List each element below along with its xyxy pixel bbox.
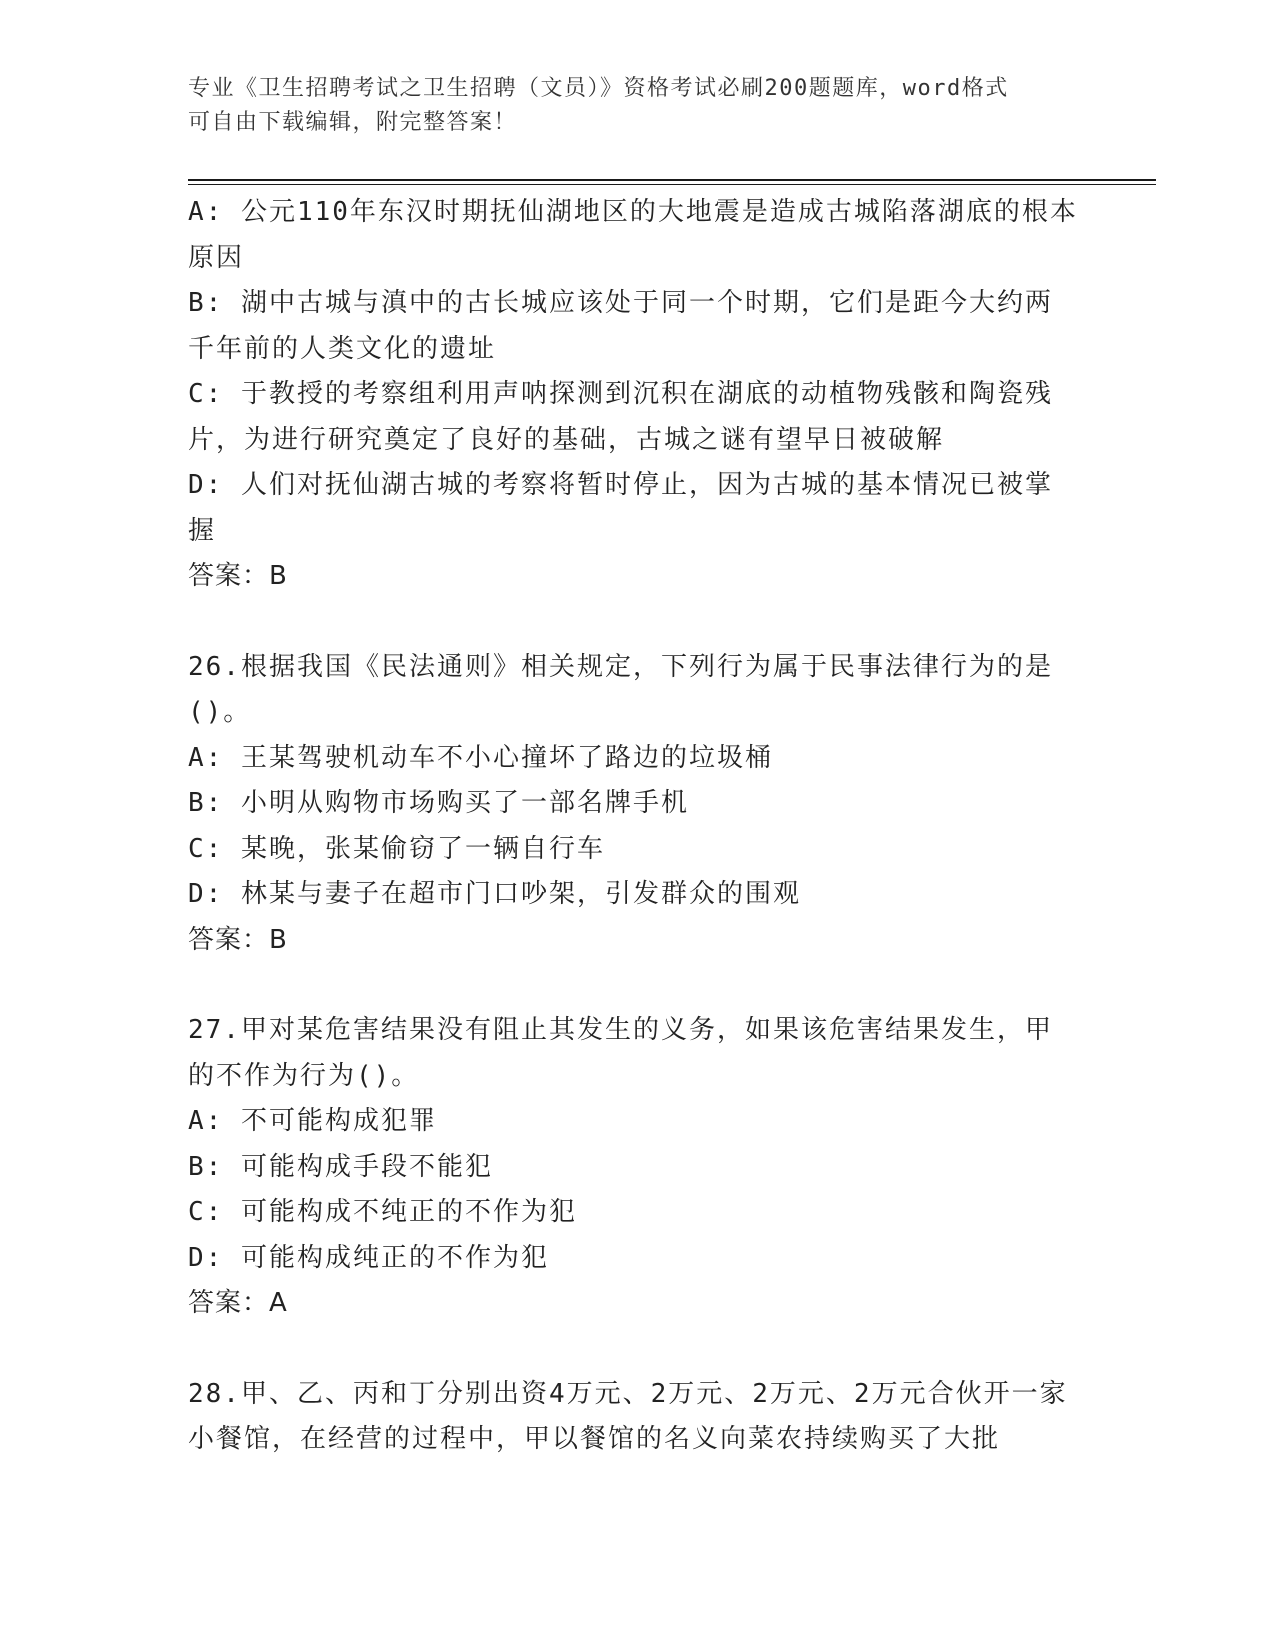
question-list <box>188 190 1078 1463</box>
option-d: D: 人们对抚仙湖古城的考察将暂时停止，因为古城的基本情况已被掌握 <box>188 470 1053 546</box>
question-26 <box>188 645 1078 964</box>
option-c: C: 可能构成不纯正的不作为犯 <box>188 1197 577 1227</box>
header-rule-thick <box>188 179 1156 181</box>
question-gap <box>188 1327 1078 1372</box>
question-25 <box>188 190 1078 600</box>
question-gap <box>188 600 1078 645</box>
option-a: A: 王某驾驶机动车不小心撞坏了路边的垃圾桶 <box>188 742 773 773</box>
option-c: C: 于教授的考察组利用声呐探测到沉积在湖底的动植物残骸和陶瓷残片，为进行研究奠定了良好的基础，古城之谜有望早日被破解 <box>188 379 1053 455</box>
option-a: A: 不可能构成犯罪 <box>188 1106 437 1136</box>
question-stem: 26.根据我国《民法通则》相关规定，下列行为属于民事法律行为的是()。 <box>188 651 1053 727</box>
option-b: B: 小明从购物市场购买了一部名牌手机 <box>188 788 689 818</box>
answer: 答案：B <box>188 924 288 955</box>
answer: 答案：B <box>188 561 288 591</box>
question-27 <box>188 1008 1078 1327</box>
document-header <box>188 72 1068 140</box>
answer: 答案：A <box>188 1288 288 1318</box>
option-b: B: 可能构成手段不能犯 <box>188 1151 493 1182</box>
question-28 <box>188 1372 1078 1463</box>
option-d: D: 林某与妻子在超市门口吵架，引发群众的围观 <box>188 879 801 909</box>
question-gap <box>188 963 1078 1008</box>
option-c: C: 某晚，张某偷窃了一辆自行车 <box>188 833 605 864</box>
header-line-1: 专业《卫生招聘考试之卫生招聘（文员）》资格考试必刷200题题库，word格式 <box>188 76 1009 101</box>
header-line-2: 可自由下载编辑，附完整答案！ <box>188 110 518 135</box>
option-a: A: 公元110年东汉时期抚仙湖地区的大地震是造成古城陷落湖底的根本原因 <box>188 197 1078 273</box>
header-rule-thin <box>188 184 1156 185</box>
option-b: B: 湖中古城与滇中的古长城应该处于同一个时期，它们是距今大约两千年前的人类文化的遗址 <box>188 288 1053 364</box>
option-d: D: 可能构成纯正的不作为犯 <box>188 1242 549 1273</box>
question-stem: 28.甲、乙、丙和丁分别出资4万元、2万元、2万元、2万元合伙开一家小餐馆，在经营的过程中，甲以餐馆的名义向菜农持续购买了大批 <box>188 1378 1068 1454</box>
question-stem: 27.甲对某危害结果没有阻止其发生的义务，如果该危害结果发生，甲的不作为行为()。 <box>188 1015 1053 1091</box>
